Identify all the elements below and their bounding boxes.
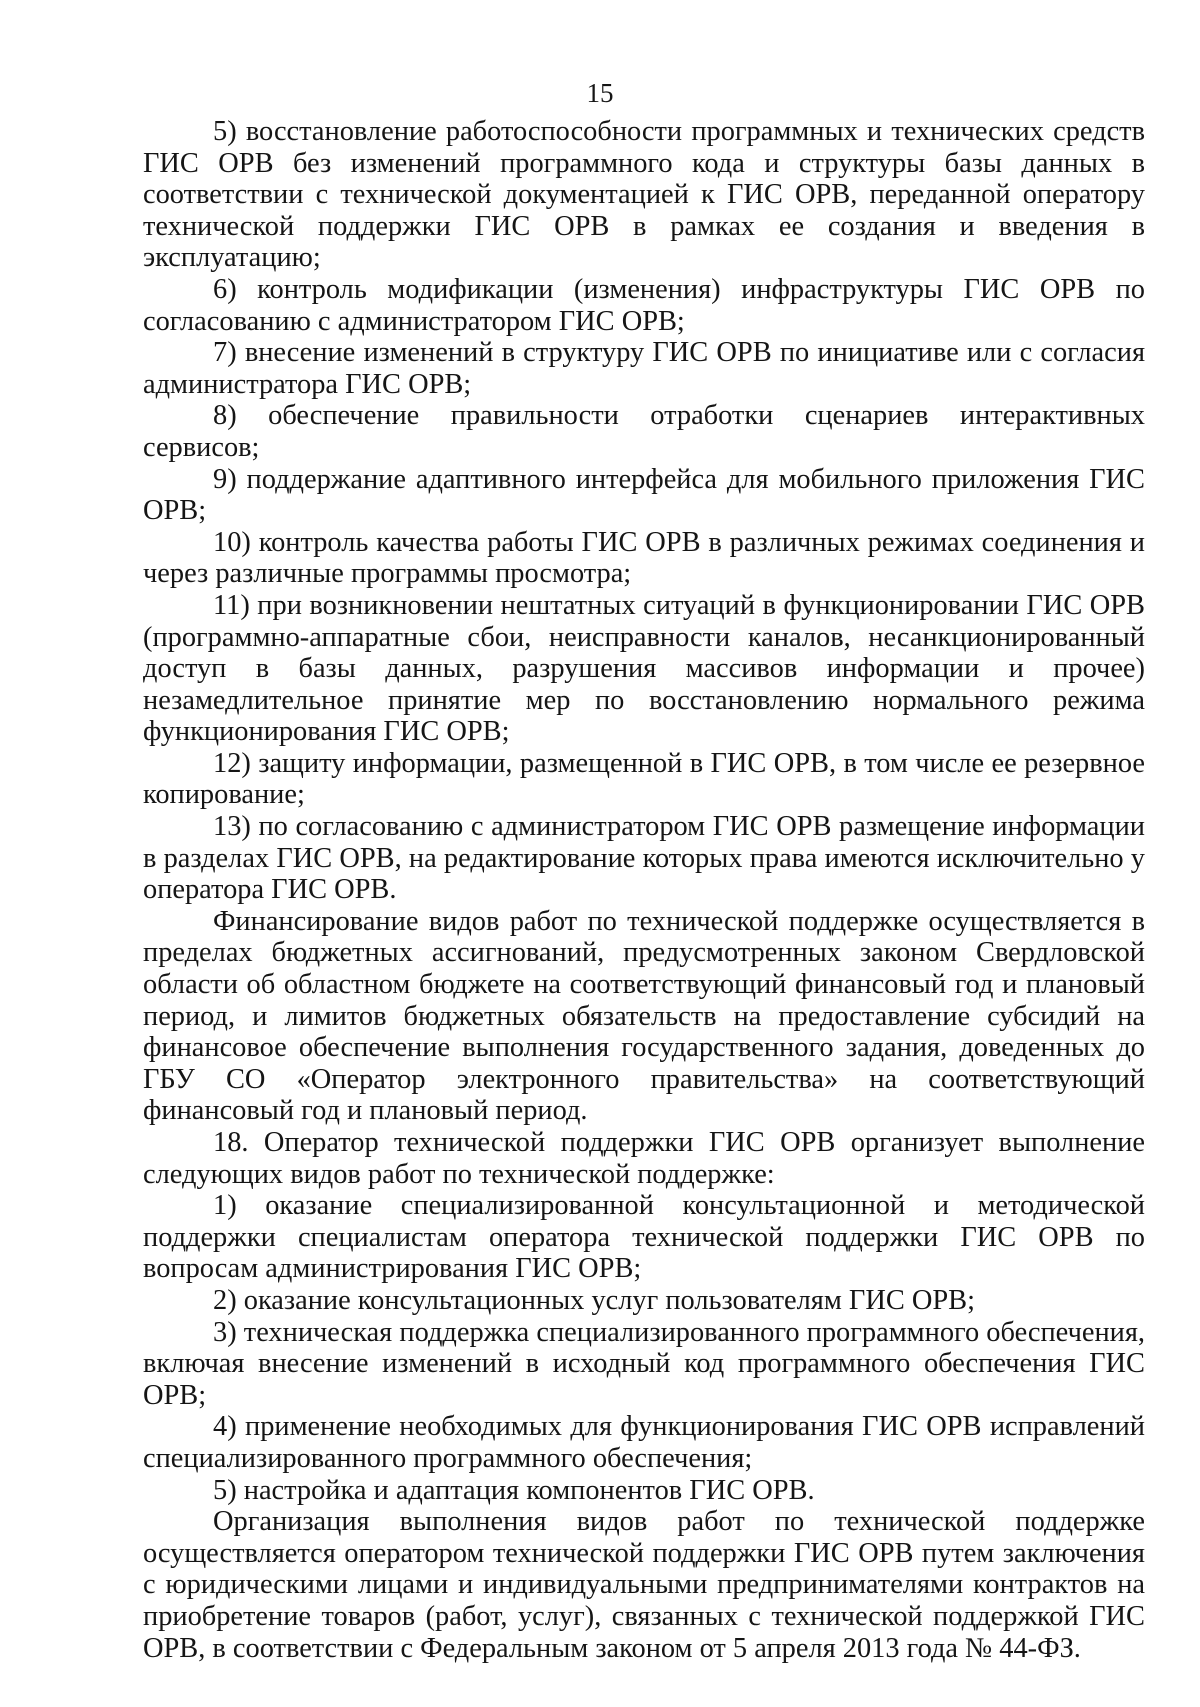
paragraph-item-4-fixes: 4) применение необходимых для функционирования ГИС ОРВ исправлений специализированного программного обеспечения; [143,1411,1145,1474]
paragraph-item-11-emergency: 11) при возникновении нештатных ситуаций в функционировании ГИС ОРВ (программно-аппаратные сбои, неисправности каналов, несанкционированный доступ в базы данных, разрушения массивов информации и прочее) незамедлительное принятие мер по восстановлению нормального режима функционирования ГИС ОРВ; [143,589,1145,748]
paragraph-item-7-structure-changes: 7) внесение изменений в структуру ГИС ОРВ по инициативе или с согласия администратора ГИС ОРВ; [143,337,1145,400]
document-body [143,116,1145,1664]
paragraph-item-3-software-support: 3) техническая поддержка специализированного программного обеспечения, включая внесение изменений в исходный код программного обеспечения ГИС ОРВ; [143,1316,1145,1411]
paragraph-item-8-scenarios: 8) обеспечение правильности отработки сценариев интерактивных сервисов; [143,400,1145,463]
paragraph-item-10-quality-control: 10) контроль качества работы ГИС ОРВ в различных режимах соединения и через различные программы просмотра; [143,526,1145,590]
paragraph-item-12-protection: 12) защиту информации, размещенной в ГИС ОРВ, в том числе ее резервное копирование; [143,747,1145,811]
paragraph-section-18: 18. Оператор технической поддержки ГИС ОРВ организует выполнение следующих видов работ по технической поддержке: [143,1127,1145,1190]
paragraph-item-5-restore: 5) восстановление работоспособности программных и технических средств ГИС ОРВ без изменений программного кода и структуры базы данных в соответствии с технической документацией к ГИС ОРВ, переданной оператору технической поддержки ГИС ОРВ в рамках ее создания и введения в эксплуатацию; [143,116,1145,274]
paragraph-financing: Финансирование видов работ по технической поддержке осуществляется в пределах бюджетных ассигнований, предусмотренных законом Свердловской области об областном бюджете на соответствующий финансовый год и плановый период, и лимитов бюджетных обязательств на предоставление субсидий на финансовое обеспечение выполнения государственного задания, доведенных до ГБУ СО «Оператор электронного правительства» на соответствующий финансовый год и плановый период. [143,905,1145,1127]
paragraph-item-9-adaptive-interface: 9) поддержание адаптивного интерфейса для мобильного приложения ГИС ОРВ; [143,463,1145,527]
paragraph-item-5-configuration: 5) настройка и адаптация компонентов ГИС ОРВ. [213,1474,815,1506]
paragraph-item-1-consulting-support: 1) оказание специализированной консультационной и методической поддержки специалистам оператора технической поддержки ГИС ОРВ по вопросам администрирования ГИС ОРВ; [143,1190,1145,1285]
paragraph-item-2-user-services: 2) оказание консультационных услуг пользователям ГИС ОРВ; [213,1284,975,1316]
paragraph-item-6-modification-control: 6) контроль модификации (изменения) инфраструктуры ГИС ОРВ по согласованию с администратором ГИС ОРВ; [143,273,1145,337]
page-number: 15 [586,78,614,108]
paragraph-organization: Организация выполнения видов работ по технической поддержке осуществляется оператором технической поддержки ГИС ОРВ путем заключения с юридическими лицами и индивидуальными предпринимателями контрактов на приобретение товаров (работ, услуг), связанных с технической поддержкой ГИС ОРВ, в соответствии с Федеральным законом от 5 апреля 2013 года № 44-ФЗ. [143,1506,1145,1664]
paragraph-item-13-placement: 13) по согласованию с администратором ГИС ОРВ размещение информации в разделах ГИС ОРВ, на редактирование которых права имеются исключительно у оператора ГИС ОРВ. [143,811,1145,906]
